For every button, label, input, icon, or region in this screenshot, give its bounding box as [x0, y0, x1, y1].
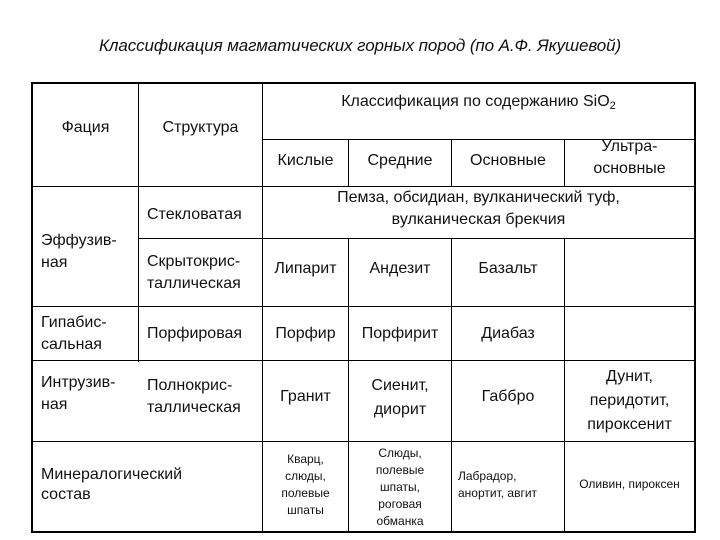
header-sio2-group: [263, 84, 694, 119]
cell-syenite-diorite: Сиенит, диорит: [371, 377, 429, 418]
header-structure-label: Структура: [162, 119, 239, 136]
header-sio2-label: Классификация по содержанию SiO$_2$: [341, 92, 616, 112]
cell-porphyrite: Порфирит: [361, 324, 439, 342]
facies-intrusive: Интрузив-ная: [41, 374, 116, 413]
cell-hypabyssal-ultrabasic: [565, 307, 694, 360]
mineral-composition-label: Минералогический состав: [41, 465, 183, 503]
cell-dunite: Дунит, перидотит, пироксенит: [587, 368, 672, 433]
header-facies-label: Фация: [61, 119, 110, 136]
mineral-ultrabasic: Оливин, пироксен: [579, 477, 680, 491]
header-intermediate: Средние: [367, 152, 433, 169]
classification-table: [31, 82, 696, 533]
cell-andesite: Андезит: [369, 260, 431, 277]
structure-cryptocrystalline: Скрытокрис-таллическая: [147, 252, 241, 292]
cell-gabbro: Габбро: [481, 388, 535, 405]
mineral-intermediate: Слюды, полевые шпаты, роговая обманка: [375, 446, 425, 528]
facies-hypabyssal: Гипабис-сальная: [41, 313, 107, 353]
structure-porphyritic: Порфировая: [147, 324, 243, 342]
header-ultrabasic: Ультра-основные: [593, 138, 666, 177]
facies-effusive: Эффузив-ная: [41, 231, 117, 271]
cell-granite: Гранит: [280, 388, 331, 405]
header-acidic: Кислые: [277, 152, 334, 169]
cell-liparite: Липарит: [274, 260, 337, 277]
cell-diabase: Диабаз: [481, 324, 535, 342]
cell-basalt: Базальт: [478, 260, 538, 277]
structure-glassy: Стекловатая: [147, 205, 242, 223]
page-title: Классификация магматических горных пород (по А.Ф. Якушевой): [98, 36, 622, 55]
mineral-acidic: Кварц, слюды, полевые шпаты: [281, 451, 330, 517]
header-basic: Основные: [470, 152, 546, 169]
cell-porphyry: Порфир: [275, 324, 336, 342]
header-facies: [33, 84, 138, 186]
structure-holocrystalline: Полнокрис-таллическая: [147, 377, 241, 416]
glassy-merged-value: Пемза, обсидиан, вулканический туф, вулканическая брекчия: [337, 189, 620, 228]
mineral-basic: Лабрадор, анортит, авгит: [458, 468, 538, 500]
cell-effusive-ultrabasic: [565, 239, 694, 299]
header-structure: [139, 84, 262, 186]
